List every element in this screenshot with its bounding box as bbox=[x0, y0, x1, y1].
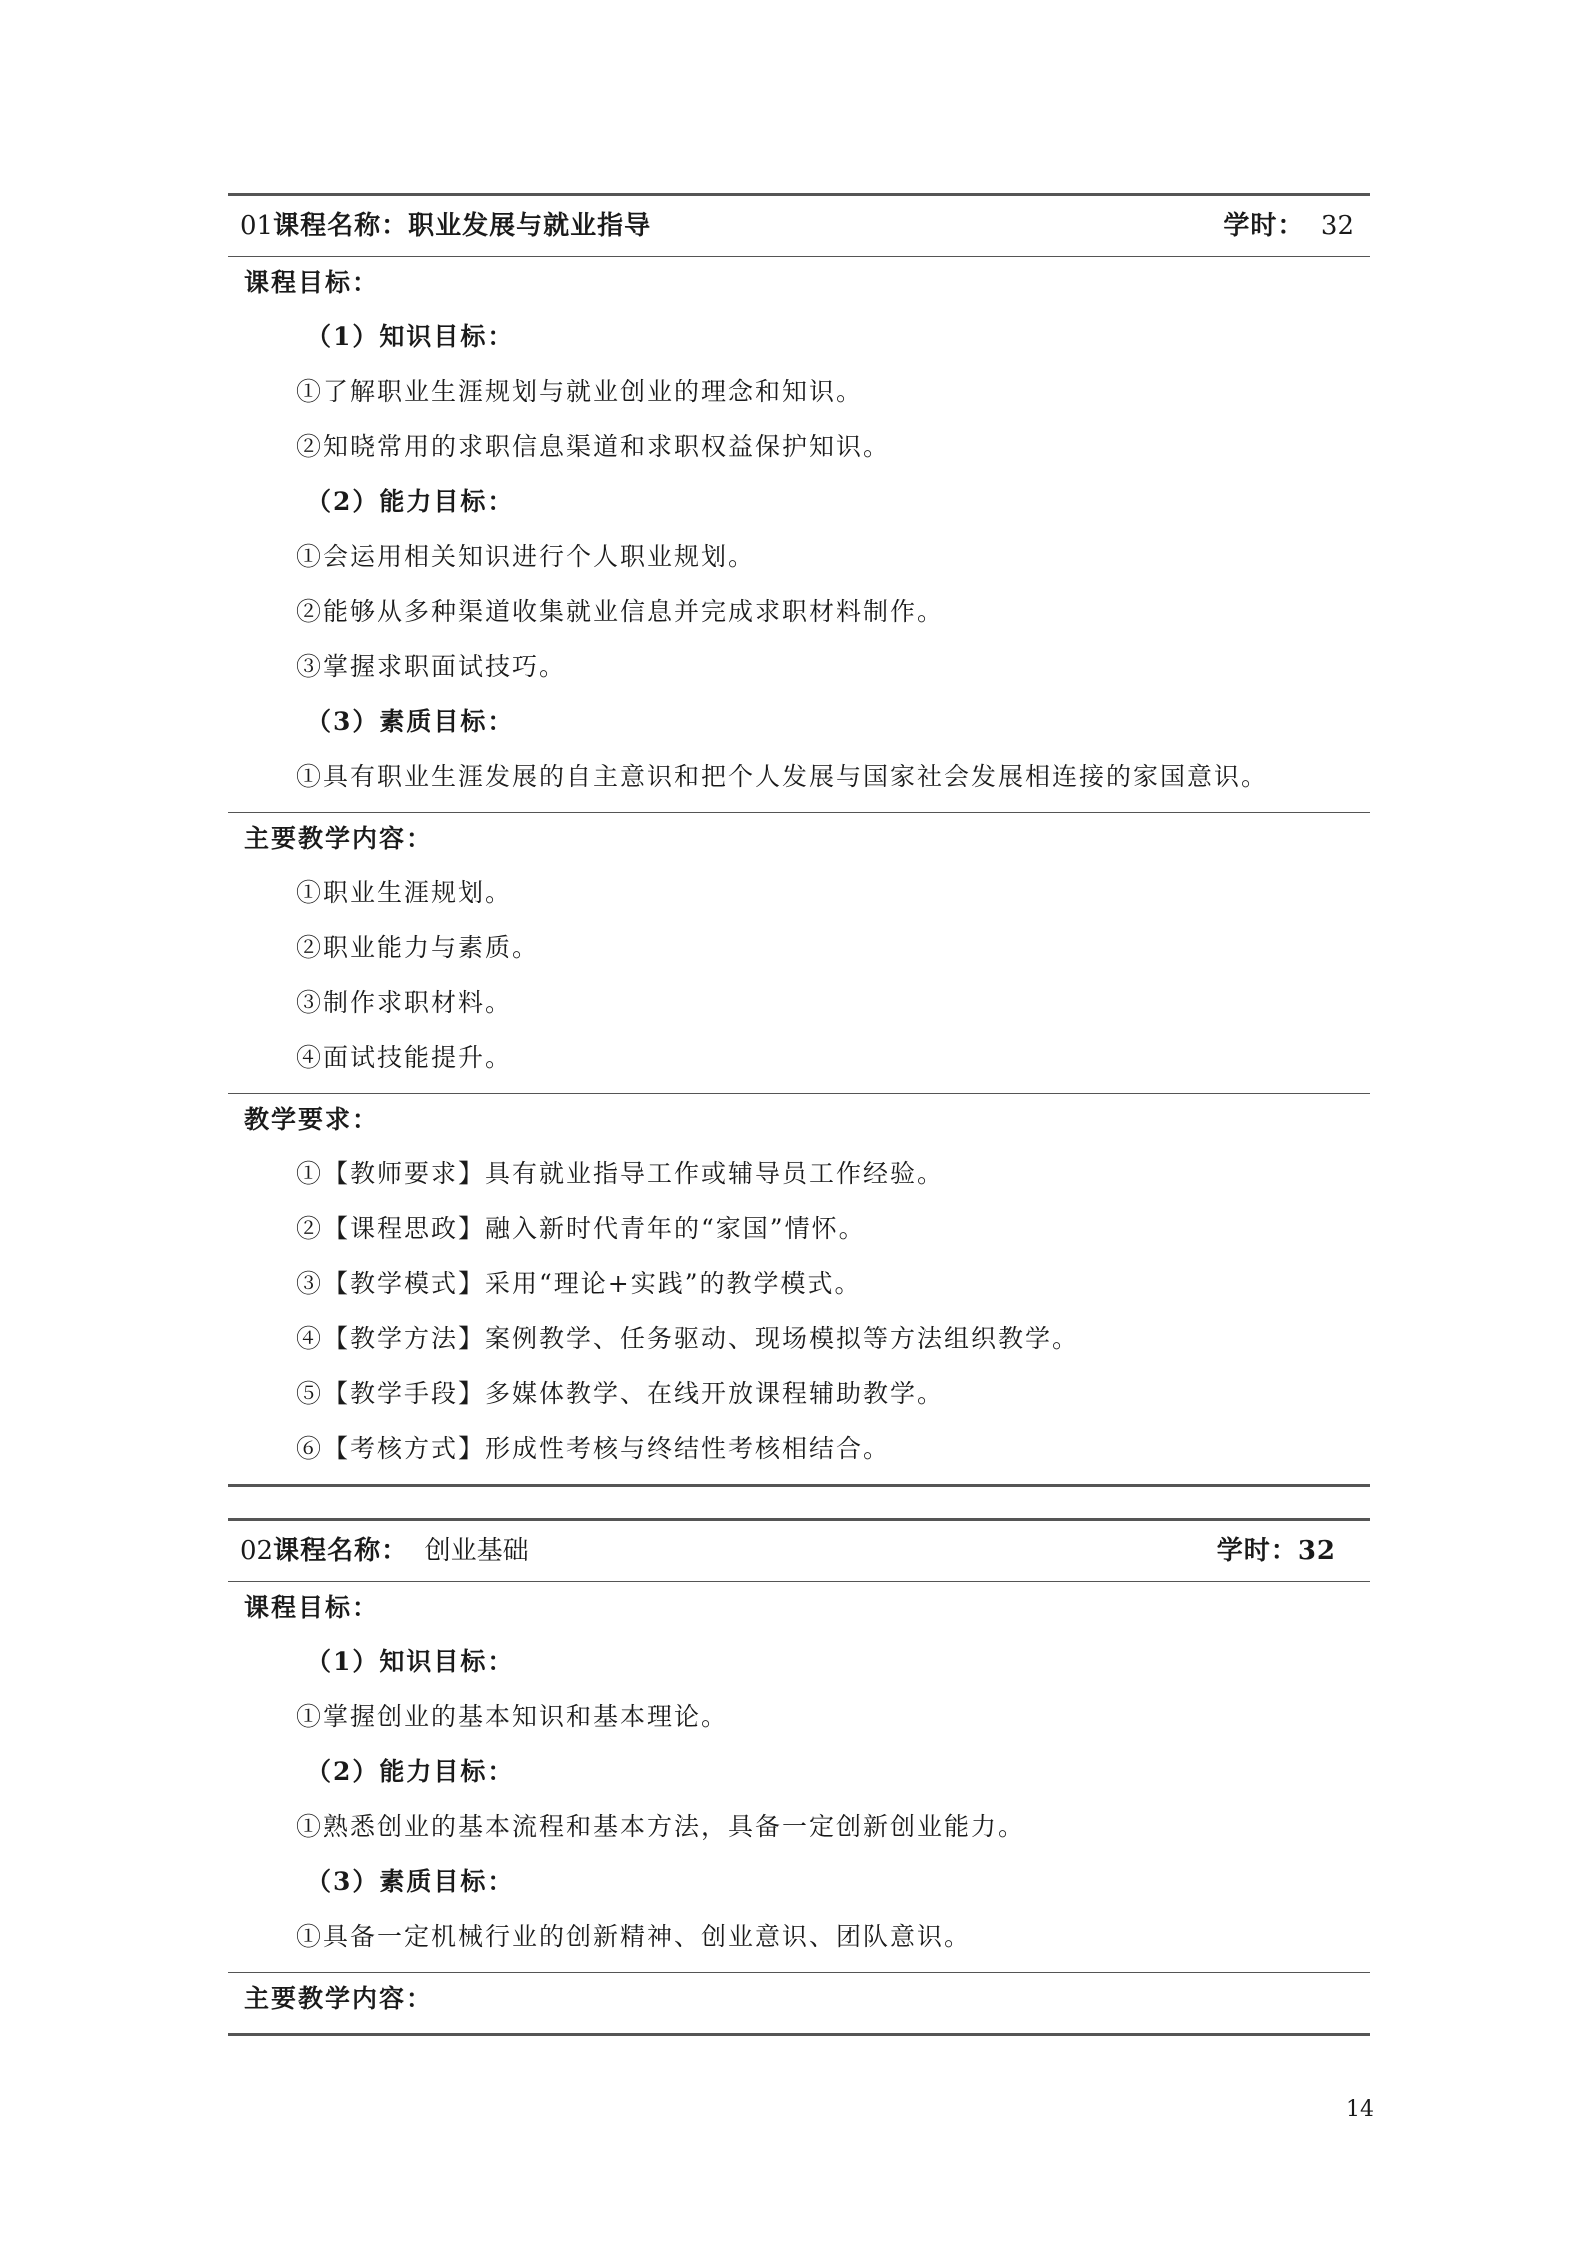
hours-label: 学时： bbox=[1223, 211, 1305, 241]
course-hours bbox=[1223, 213, 1354, 239]
quality-label: （3）素质目标： bbox=[306, 707, 515, 736]
content-label: 主要教学内容： bbox=[244, 824, 434, 853]
content-section bbox=[228, 1973, 1370, 2036]
course-name-label: 课程名称： bbox=[273, 211, 409, 241]
course-title bbox=[240, 213, 651, 239]
list-item: ①掌握创业的基本知识和基本理论。 bbox=[296, 1702, 729, 1731]
ability-label: （2）能力目标： bbox=[306, 1757, 515, 1786]
list-item: ①具有职业生涯发展的自主意识和把个人发展与国家社会发展相连接的家国意识。 bbox=[296, 762, 1269, 791]
hours-value: 32 bbox=[1297, 1536, 1336, 1566]
course-title bbox=[240, 1538, 529, 1564]
list-item: ④【教学方法】案例教学、任务驱动、现场模拟等方法组织教学。 bbox=[296, 1324, 1080, 1353]
list-item: ②知晓常用的求职信息渠道和求职权益保护知识。 bbox=[296, 432, 891, 461]
list-item: ②【课程思政】融入新时代青年的“家国”情怀。 bbox=[296, 1214, 866, 1243]
list-item: ②能够从多种渠道收集就业信息并完成求职材料制作。 bbox=[296, 597, 945, 626]
list-item: ①了解职业生涯规划与就业创业的理念和知识。 bbox=[296, 377, 864, 406]
content-label: 主要教学内容： bbox=[244, 1984, 434, 2013]
list-item: ①会运用相关知识进行个人职业规划。 bbox=[296, 542, 756, 571]
hours-value: 32 bbox=[1320, 211, 1354, 241]
list-item: ③制作求职材料。 bbox=[296, 988, 513, 1017]
list-item: ①【教师要求】具有就业指导工作或辅导员工作经验。 bbox=[296, 1159, 945, 1188]
course-block-02 bbox=[228, 1518, 1370, 2036]
list-item: ①具备一定机械行业的创新精神、创业意识、团队意识。 bbox=[296, 1922, 972, 1951]
list-item: ①职业生涯规划。 bbox=[296, 878, 513, 907]
list-item: ⑥【考核方式】形成性考核与终结性考核相结合。 bbox=[296, 1434, 891, 1463]
hours-label: 学时： bbox=[1216, 1536, 1298, 1566]
course-name: 职业发展与就业指导 bbox=[408, 211, 652, 241]
requirements-label: 教学要求： bbox=[244, 1105, 380, 1134]
list-item: ⑤【教学手段】多媒体教学、在线开放课程辅助教学。 bbox=[296, 1379, 945, 1408]
course-number: 01 bbox=[240, 211, 274, 241]
quality-label: （3）素质目标： bbox=[306, 1867, 515, 1896]
course-header bbox=[228, 1518, 1370, 1582]
ability-label: （2）能力目标： bbox=[306, 487, 515, 516]
list-item: ②职业能力与素质。 bbox=[296, 933, 540, 962]
list-item: ④面试技能提升。 bbox=[296, 1043, 513, 1072]
page-number: 14 bbox=[1346, 2097, 1374, 2122]
list-item: ③掌握求职面试技巧。 bbox=[296, 652, 567, 681]
objectives-label: 课程目标： bbox=[244, 268, 380, 297]
objectives-section bbox=[228, 257, 1370, 813]
content-section bbox=[228, 813, 1370, 1094]
course-name-label: 课程名称： bbox=[273, 1536, 409, 1566]
course-block-01 bbox=[228, 193, 1370, 1487]
knowledge-label: （1）知识目标： bbox=[306, 322, 515, 351]
requirements-section bbox=[228, 1094, 1370, 1487]
list-item: ①熟悉创业的基本流程和基本方法，具备一定创新创业能力。 bbox=[296, 1812, 1026, 1841]
course-name: 创业基础 bbox=[424, 1536, 529, 1566]
course-header bbox=[228, 193, 1370, 257]
list-item: ③【教学模式】采用“理论+实践”的教学模式。 bbox=[296, 1269, 862, 1298]
objectives-label: 课程目标： bbox=[244, 1593, 380, 1622]
knowledge-label: （1）知识目标： bbox=[306, 1647, 515, 1676]
course-hours bbox=[1217, 1538, 1336, 1564]
objectives-section bbox=[228, 1582, 1370, 1973]
course-number: 02 bbox=[240, 1536, 274, 1566]
